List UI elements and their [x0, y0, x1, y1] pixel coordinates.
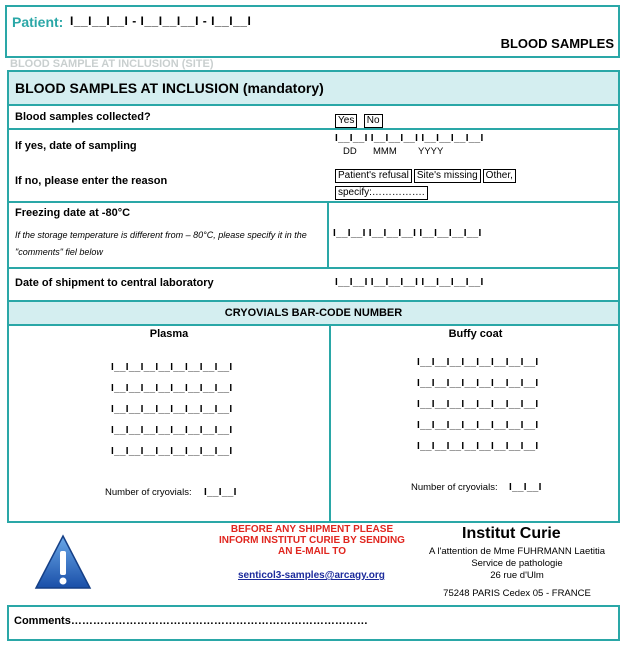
yes-checkbox[interactable]: Yes: [335, 114, 357, 128]
buffy-code-3[interactable]: I__I__I__I__I__I__I__I__I: [417, 399, 539, 410]
reason-other[interactable]: Other,: [483, 169, 516, 183]
freezing-note: If the storage temperature is different from – 80°C, please specify it in the "comments" fiel below: [15, 230, 307, 257]
address-line: 26 rue d'Ulm: [490, 570, 544, 581]
buffy-count-label: Number of cryovials:: [411, 482, 498, 493]
divider: [9, 128, 618, 130]
patient-id-field[interactable]: I__I__I__I - I__I__I__I - I__I__I: [70, 14, 252, 28]
plasma-code-5[interactable]: I__I__I__I__I__I__I__I__I: [111, 446, 233, 457]
shipment-date-field[interactable]: I__I__I I__I__I__I I__I__I__I__I: [335, 277, 484, 288]
address-line: A l'attention de Mme FUHRMANN Laetitia: [428, 546, 606, 557]
plasma-count-field[interactable]: I__I__I: [204, 487, 237, 498]
institute-name: Institut Curie: [462, 525, 561, 542]
divider: [9, 201, 618, 203]
no-checkbox[interactable]: No: [364, 114, 383, 128]
buffy-code-1[interactable]: I__I__I__I__I__I__I__I__I: [417, 357, 539, 368]
reason-specify-field[interactable]: specify:…………….: [335, 186, 428, 200]
address-line: 75248 PARIS Cedex 05 - FRANCE: [443, 588, 591, 599]
section-title: BLOOD SAMPLES AT INCLUSION (mandatory): [15, 80, 324, 96]
mmm-caption: MMM: [373, 146, 397, 157]
cryovials-heading: [9, 300, 618, 326]
yyyy-caption: YYYY: [418, 146, 444, 157]
buffy-code-5[interactable]: I__I__I__I__I__I__I__I__I: [417, 441, 539, 452]
buffy-count-field[interactable]: I__I__I: [509, 482, 542, 493]
plasma-count-label: Number of cryovials:: [105, 487, 192, 498]
sampling-date-field[interactable]: I__I__I I__I__I__I I__I__I__I__I: [335, 133, 484, 144]
buffy-title: Buffy coat: [448, 328, 503, 340]
page-title: BLOOD SAMPLES: [500, 36, 614, 51]
divider-vertical: [327, 201, 329, 267]
plasma-code-1[interactable]: I__I__I__I__I__I__I__I__I: [111, 362, 233, 373]
address-line: Service de pathologie: [471, 558, 563, 569]
reason-label: If no, please enter the reason: [15, 175, 168, 187]
collected-label: Blood samples collected?: [15, 111, 151, 123]
site-subtitle: BLOOD SAMPLE AT INCLUSION (SITE): [10, 58, 214, 70]
divider-vertical: [329, 326, 331, 523]
reason-patient-refusal[interactable]: Patient's refusal: [335, 169, 412, 183]
blood-sample-form: [7, 70, 620, 523]
warning-exclamation-icon: [34, 534, 92, 592]
section-heading: [9, 72, 618, 106]
plasma-code-4[interactable]: I__I__I__I__I__I__I__I__I: [111, 425, 233, 436]
cryovials-title: CRYOVIALS BAR-CODE NUMBER: [224, 307, 403, 319]
freezing-date-field[interactable]: I__I__I I__I__I__I I__I__I__I__I: [333, 228, 482, 239]
sampling-date-label: If yes, date of sampling: [15, 140, 137, 152]
patient-label: Patient:: [12, 14, 64, 30]
buffy-code-2[interactable]: I__I__I__I__I__I__I__I__I: [417, 378, 539, 389]
plasma-code-3[interactable]: I__I__I__I__I__I__I__I__I: [111, 404, 233, 415]
freezing-label: Freezing date at -80°C: [15, 207, 131, 219]
email-link[interactable]: senticol3-samples@arcagy.org: [238, 570, 385, 581]
buffy-code-4[interactable]: I__I__I__I__I__I__I__I__I: [417, 420, 539, 431]
comments-label: Comments………………………………………………………………………: [14, 615, 368, 627]
shipment-warning: BEFORE ANY SHIPMENT PLEASE INFORM INSTITUT CURIE BY SENDING AN E-MAIL TO: [219, 524, 405, 557]
divider: [9, 267, 618, 269]
dd-caption: DD: [343, 146, 357, 157]
shipment-label: Date of shipment to central laboratory: [15, 277, 214, 289]
reason-site-missing[interactable]: Site's missing: [414, 169, 481, 183]
plasma-title: Plasma: [149, 328, 189, 340]
plasma-code-2[interactable]: I__I__I__I__I__I__I__I__I: [111, 383, 233, 394]
institute-address: [412, 546, 622, 600]
